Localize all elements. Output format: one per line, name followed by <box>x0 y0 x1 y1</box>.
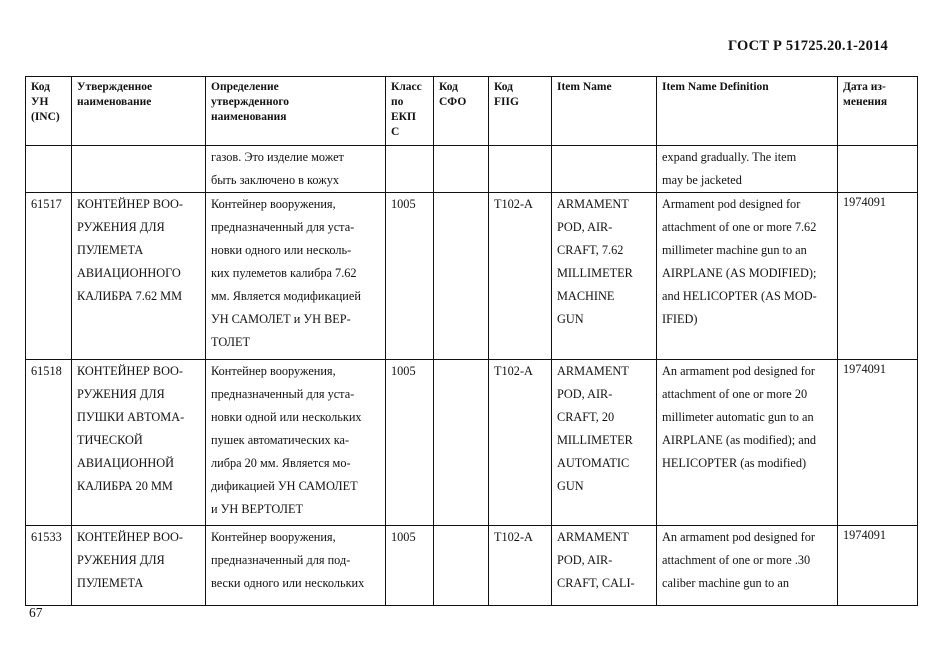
cell-value: 61533 <box>31 530 62 544</box>
header-line: УН <box>31 96 49 108</box>
cell-line: ARMAMENT <box>557 197 629 211</box>
table-row <box>26 360 918 526</box>
item-name-cell <box>552 526 657 606</box>
cell-line: millimeter automatic gun to an <box>662 410 814 424</box>
cell-line: предназначенный для под- <box>211 553 351 567</box>
header-line: Дата из- <box>843 81 886 93</box>
document-code: ГОСТ Р 51725.20.1-2014 <box>727 38 888 54</box>
cell-line: либра 20 мм. Является мо- <box>211 456 351 470</box>
cell-line: attachment of one or more 7.62 <box>662 220 817 234</box>
change-date-cell <box>838 526 918 606</box>
cell-line: дификацией УН САМОЛЕТ <box>211 479 358 493</box>
cell-line: POD, AIR- <box>557 553 613 567</box>
header-item-name-definition <box>657 77 838 146</box>
header-line: Item Name Definition <box>662 81 769 93</box>
cell-value: 1974091 <box>843 362 887 376</box>
fiig-cell <box>489 146 552 193</box>
item-definition-cell <box>657 360 838 526</box>
nomenclature-table <box>25 76 918 606</box>
cell-line: AIRPLANE (AS MODIFIED); <box>662 266 817 280</box>
definition-cell <box>206 193 386 360</box>
cell-line: attachment of one or more 20 <box>662 387 808 401</box>
cell-line: POD, AIR- <box>557 387 613 401</box>
cell-line: предназначенный для уста- <box>211 387 355 401</box>
cell-line: ПУЛЕМЕТА <box>77 243 144 257</box>
sfo-cell <box>434 360 489 526</box>
fiig-cell <box>489 360 552 526</box>
cell-line: газов. Это изделие может <box>211 150 344 164</box>
cell-line: ПУШКИ АВТОМА- <box>77 410 185 424</box>
cell-line: GUN <box>557 312 584 326</box>
table-row <box>26 146 918 193</box>
class-cell <box>386 526 434 606</box>
table-row <box>26 193 918 360</box>
inc-cell <box>26 146 72 193</box>
item-name-cell <box>552 146 657 193</box>
approved-name-cell <box>72 526 206 606</box>
cell-line: An armament pod designed for <box>662 364 815 378</box>
header-line: Утвержденное <box>77 81 153 93</box>
cell-value: T102-A <box>494 530 533 544</box>
sfo-cell <box>434 193 489 360</box>
header-line: FIIG <box>494 96 519 108</box>
cell-line: Armament pod designed for <box>662 197 801 211</box>
header-line: Код <box>439 81 459 93</box>
inc-cell <box>26 360 72 526</box>
header-approved-name <box>72 77 206 146</box>
header-line: Определение <box>211 81 279 93</box>
cell-line: предназначенный для уста- <box>211 220 355 234</box>
header-line: Код <box>31 81 51 93</box>
header-line: (INC) <box>31 111 60 123</box>
cell-line: ТОЛЕТ <box>211 335 250 349</box>
cell-line: вески одного или нескольких <box>211 576 365 590</box>
header-item-name <box>552 77 657 146</box>
cell-line: мм. Является модификацией <box>211 289 361 303</box>
cell-line: AIRPLANE (as modified); and <box>662 433 817 447</box>
cell-line: and HELICOPTER (AS MOD- <box>662 289 817 303</box>
cell-value: 61518 <box>31 364 62 378</box>
cell-line: CRAFT, CALI- <box>557 576 635 590</box>
page-number: 67 <box>29 605 43 620</box>
cell-line: An armament pod designed for <box>662 530 815 544</box>
inc-cell <box>26 193 72 360</box>
header-line: по <box>391 96 404 108</box>
change-date-cell <box>838 146 918 193</box>
cell-line: КОНТЕЙНЕР ВОО- <box>77 197 183 211</box>
definition-cell <box>206 526 386 606</box>
cell-line: и УН ВЕРТОЛЕТ <box>211 502 303 516</box>
cell-line: КОНТЕЙНЕР ВОО- <box>77 364 183 378</box>
item-definition-cell <box>657 526 838 606</box>
table-body <box>26 146 918 606</box>
header-definition <box>206 77 386 146</box>
cell-line: РУЖЕНИЯ ДЛЯ <box>77 387 165 401</box>
approved-name-cell <box>72 193 206 360</box>
header-line: С <box>391 126 400 138</box>
header-line: ЕКП <box>391 111 416 123</box>
item-name-cell <box>552 360 657 526</box>
item-definition-cell <box>657 193 838 360</box>
table-header-row <box>26 77 918 146</box>
cell-line: GUN <box>557 479 584 493</box>
cell-line: КАЛИБРА 20 ММ <box>77 479 173 493</box>
cell-line: attachment of one or more .30 <box>662 553 811 567</box>
cell-line: may be jacketed <box>662 173 742 187</box>
item-definition-cell <box>657 146 838 193</box>
cell-line: POD, AIR- <box>557 220 613 234</box>
cell-line: HELICOPTER (as modified) <box>662 456 807 470</box>
cell-line: пушек автоматических ка- <box>211 433 350 447</box>
cell-line: АВИАЦИОННОГО <box>77 266 181 280</box>
cell-value: T102-A <box>494 197 533 211</box>
sfo-cell <box>434 526 489 606</box>
cell-line: Контейнер вооружения, <box>211 197 336 211</box>
cell-line: ТИЧЕСКОЙ <box>77 433 143 447</box>
sfo-cell <box>434 146 489 193</box>
header-fiig <box>489 77 552 146</box>
cell-line: ких пулеметов калибра 7.62 <box>211 266 357 280</box>
header-line: Код <box>494 81 514 93</box>
cell-line: быть заключено в кожух <box>211 173 340 187</box>
cell-line: CRAFT, 7.62 <box>557 243 624 257</box>
table-row <box>26 526 918 606</box>
cell-line: Контейнер вооружения, <box>211 530 336 544</box>
cell-line: caliber machine gun to an <box>662 576 790 590</box>
cell-value: 1005 <box>391 197 416 211</box>
cell-value: 1005 <box>391 530 416 544</box>
approved-name-cell <box>72 146 206 193</box>
header-change-date <box>838 77 918 146</box>
cell-line: новки одного или несколь- <box>211 243 352 257</box>
change-date-cell <box>838 360 918 526</box>
cell-value: 61517 <box>31 197 62 211</box>
cell-line: УН САМОЛЕТ и УН ВЕР- <box>211 312 351 326</box>
header-sfo <box>434 77 489 146</box>
class-cell <box>386 360 434 526</box>
cell-line: expand gradually. The item <box>662 150 797 164</box>
definition-cell <box>206 146 386 193</box>
cell-line: ARMAMENT <box>557 530 629 544</box>
cell-line: РУЖЕНИЯ ДЛЯ <box>77 553 165 567</box>
header-line: утвержденного <box>211 96 290 108</box>
cell-line: Контейнер вооружения, <box>211 364 336 378</box>
cell-value: T102-A <box>494 364 533 378</box>
cell-value: 1005 <box>391 364 416 378</box>
header-line: наименование <box>77 96 152 108</box>
cell-line: РУЖЕНИЯ ДЛЯ <box>77 220 165 234</box>
change-date-cell <box>838 193 918 360</box>
cell-line: КАЛИБРА 7.62 ММ <box>77 289 183 303</box>
cell-line: ARMAMENT <box>557 364 629 378</box>
header-line: наименования <box>211 111 287 123</box>
cell-line: AUTOMATIC <box>557 456 630 470</box>
fiig-cell <box>489 193 552 360</box>
header-line: менения <box>843 96 888 108</box>
cell-line: ПУЛЕМЕТА <box>77 576 144 590</box>
header-line: Item Name <box>557 81 612 93</box>
cell-line: MILLIMETER <box>557 266 633 280</box>
cell-line: MACHINE <box>557 289 615 303</box>
header-class <box>386 77 434 146</box>
header-line: Класс <box>391 81 422 93</box>
class-cell <box>386 193 434 360</box>
cell-line: новки одной или нескольких <box>211 410 362 424</box>
approved-name-cell <box>72 360 206 526</box>
fiig-cell <box>489 526 552 606</box>
definition-cell <box>206 360 386 526</box>
item-name-cell <box>552 193 657 360</box>
cell-value: 1974091 <box>843 528 887 542</box>
inc-cell <box>26 526 72 606</box>
cell-value: 1974091 <box>843 195 887 209</box>
cell-line: CRAFT, 20 <box>557 410 615 424</box>
class-cell <box>386 146 434 193</box>
header-inc <box>26 77 72 146</box>
cell-line: КОНТЕЙНЕР ВОО- <box>77 530 183 544</box>
cell-line: АВИАЦИОННОЙ <box>77 456 175 470</box>
cell-line: MILLIMETER <box>557 433 633 447</box>
header-line: СФО <box>439 96 467 108</box>
cell-line: IFIED) <box>662 312 698 326</box>
cell-line: millimeter machine gun to an <box>662 243 807 257</box>
